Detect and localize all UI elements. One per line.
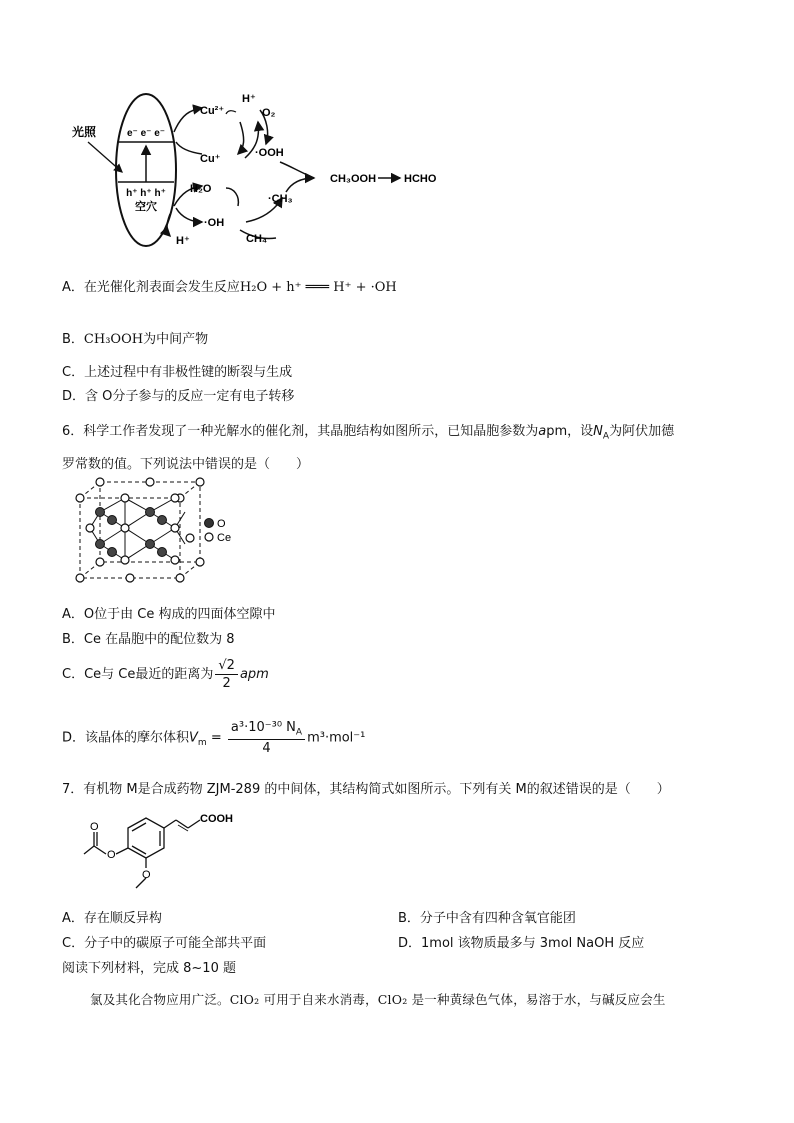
oh-label: ·OH	[204, 217, 225, 229]
light-label: 光照	[72, 125, 97, 139]
q7-option-d: D．1mol 该物质最多与 3mol NaOH 反应	[398, 936, 645, 951]
electrons-label: e⁻ e⁻ e⁻	[126, 128, 166, 139]
q7-option-a: A．存在顺反异构	[62, 911, 162, 926]
holes-label: h⁺ h⁺ h⁺	[126, 188, 166, 199]
ch3ooh-label: CH₃OOH	[330, 173, 377, 185]
molecule-structure-diagram	[66, 806, 233, 894]
photocatalysis-diagram	[70, 82, 460, 257]
q6-option-d-fraction: $\frac{a^3\cdot 10^{-30} N_A}{4}$	[228, 720, 305, 756]
cooh-label: COOH	[200, 813, 233, 825]
crystal-cell-diagram	[70, 478, 250, 584]
legend-o: O	[217, 518, 226, 530]
q5-option-a: A．在光催化剂表面会发生反应H₂O + h⁺ ═══ H⁺ + ·OH	[62, 280, 397, 295]
cu1-label: Cu⁺	[200, 153, 221, 165]
ch3-label: ·CH₃	[268, 193, 293, 205]
reading-intro: 阅读下列材料，完成 8~10 题	[62, 961, 236, 976]
ooh-label: ·OOH	[255, 147, 284, 159]
legend-ce: Ce	[217, 532, 232, 544]
q6-option-c: C．Ce与 Ce最近的距离为 $\frac{√2}{2}$ apm	[62, 658, 269, 691]
q7-stem: 7．有机物 M是合成药物 ZJM-289 的中间体，其结构简式如图所示。下列有关 M的叙述错误的是（ ）	[62, 782, 670, 797]
q5-option-c: C．上述过程中有非极性键的断裂与生成	[62, 365, 293, 380]
q6-option-b: B．Ce 在晶胞中的配位数为 8	[62, 632, 235, 647]
q5-option-b: B．CH₃OOH为中间产物	[62, 332, 209, 347]
h2o-label: H₂O	[190, 183, 212, 195]
q6-option-c-fraction: $\frac{√2}{2}$	[215, 658, 238, 691]
q5-option-d: D．含 O分子参与的反应一定有电子转移	[62, 389, 295, 404]
q7-option-c: C．分子中的碳原子可能全部共平面	[62, 936, 267, 951]
ch4-label: CH₄	[246, 233, 268, 245]
hole-label: 空穴	[135, 201, 157, 213]
q6-option-a: A．O位于由 Ce 构成的四面体空隙中	[62, 607, 276, 622]
carbonyl-oxygen: O	[90, 821, 99, 833]
methoxy-oxygen: O	[142, 869, 151, 881]
q6-option-d: D．该晶体的摩尔体积$V_m$ = $\frac{a^3\cdot 10^{-30} N_A}{4}$ m³·mol⁻¹	[62, 720, 366, 756]
reading-passage: 氯及其化合物应用广泛。ClO₂ 可用于自来水消毒，ClO₂ 是一种黄绿色气体，易溶于水，与碱反应会生	[90, 992, 666, 1007]
hcho-label: HCHO	[404, 173, 437, 185]
q6-stem-line2: 罗常数的值。下列说法中错误的是（ ）	[62, 457, 310, 472]
q7-option-b: B．分子中含有四种含氧官能团	[398, 911, 576, 926]
cu2-label: Cu²⁺	[200, 105, 225, 117]
ester-oxygen: O	[107, 849, 116, 861]
h-plus-top-label: H⁺	[242, 93, 256, 105]
o2-label: O₂	[262, 107, 276, 119]
q5-option-a-equation: H₂O + h⁺ ═══ H⁺ + ·OH	[239, 280, 397, 295]
h-plus-bottom-label: H⁺	[176, 235, 190, 247]
q6-stem-line1: 6．科学工作者发现了一种光解水的催化剂，其晶胞结构如图所示，已知晶胞参数为apm，设$N_A$为阿伏加德	[62, 424, 675, 442]
